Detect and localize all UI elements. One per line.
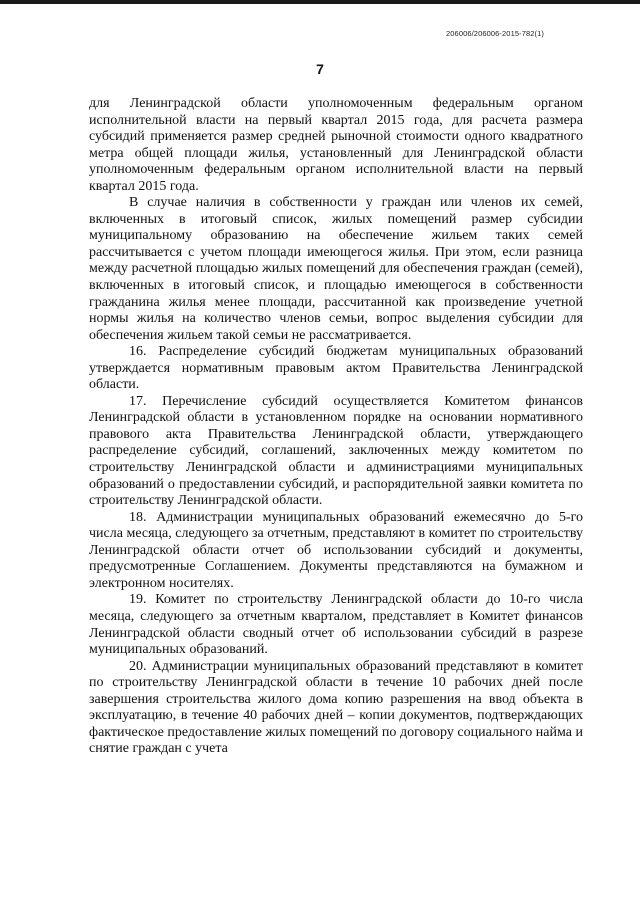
paragraph-item-18: 18. Администрации муниципальных образований ежемесячно до 5-го числа месяца, следующего за отчетным, представляют в комитет по строительству Ленинградской области отчет об использовании субсидий и документы, предусмотренные Соглашением. Документы представляются на бумажном и электронном носителях.	[89, 509, 583, 591]
paragraph-owned-housing: В случае наличия в собственности у граждан или членов их семей, включенных в итоговый список, жилых помещений размер субсидии муниципальному образованию на обеспечение жильем таких семей рассчитывается с учетом площади имеющегося жилья. При этом, если разница между расчетной площадью жилых помещений для обеспечения граждан (семей), включенных в итоговый список, и площадью имеющегося в собственности гражданина жилья менее площади, рассчитанной как произведение учетной нормы жилья на количество членов семьи, вопрос выделения субсидии для обеспечения жильем такой семьи не рассматривается.	[89, 195, 583, 343]
paragraph-item-20: 20. Администрации муниципальных образований представляют в комитет по строительству Ленинградской области в течение 10 рабочих дней после завершения строительства жилого дома копию разрешения на ввод объекта в эксплуатацию, в течение 40 рабочих дней – копии документов, подтверждающих фактическое предоставление жилых помещений по договору социального найма и снятие граждан с учета	[89, 658, 583, 757]
paragraph-item-17: 17. Перечисление субсидий осуществляется Комитетом финансов Ленинградской области в установленном порядке на основании нормативного правового акта Правительства Ленинградской области, утверждающего распределение субсидий, соглашений, заключенных между комитетом по строительству Ленинградской области и администрациями муниципальных образований о предоставлении субсидий, и распорядительной заявки комитета по строительству Ленинградской области.	[89, 393, 583, 509]
paragraph-continuation: для Ленинградской области уполномоченным федеральным органом исполнительной власти на первый квартал 2015 года, для расчета размера субсидий применяется размер средней рыночной стоимости одного квадратного метра общей площади жилья, установленный для Ленинградской области уполномоченным федеральным органом исполнительной власти на первый квартал 2015 года.	[89, 96, 583, 194]
document-code: 206006/206006-2015-782(1)	[446, 29, 544, 38]
paragraph-item-19: 19. Комитет по строительству Ленинградской области до 10-го числа месяца, следующего за отчетным кварталом, представляет в Комитет финансов Ленинградской области сводный отчет об использовании субсидий в разрезе муниципальных образований.	[89, 592, 583, 658]
paragraph-item-16: 16. Распределение субсидий бюджетам муниципальных образований утверждается нормативным правовым актом Правительства Ленинградской области.	[89, 344, 583, 393]
page-number: 7	[316, 61, 324, 77]
document-body	[89, 96, 583, 758]
top-scan-border	[0, 0, 640, 4]
